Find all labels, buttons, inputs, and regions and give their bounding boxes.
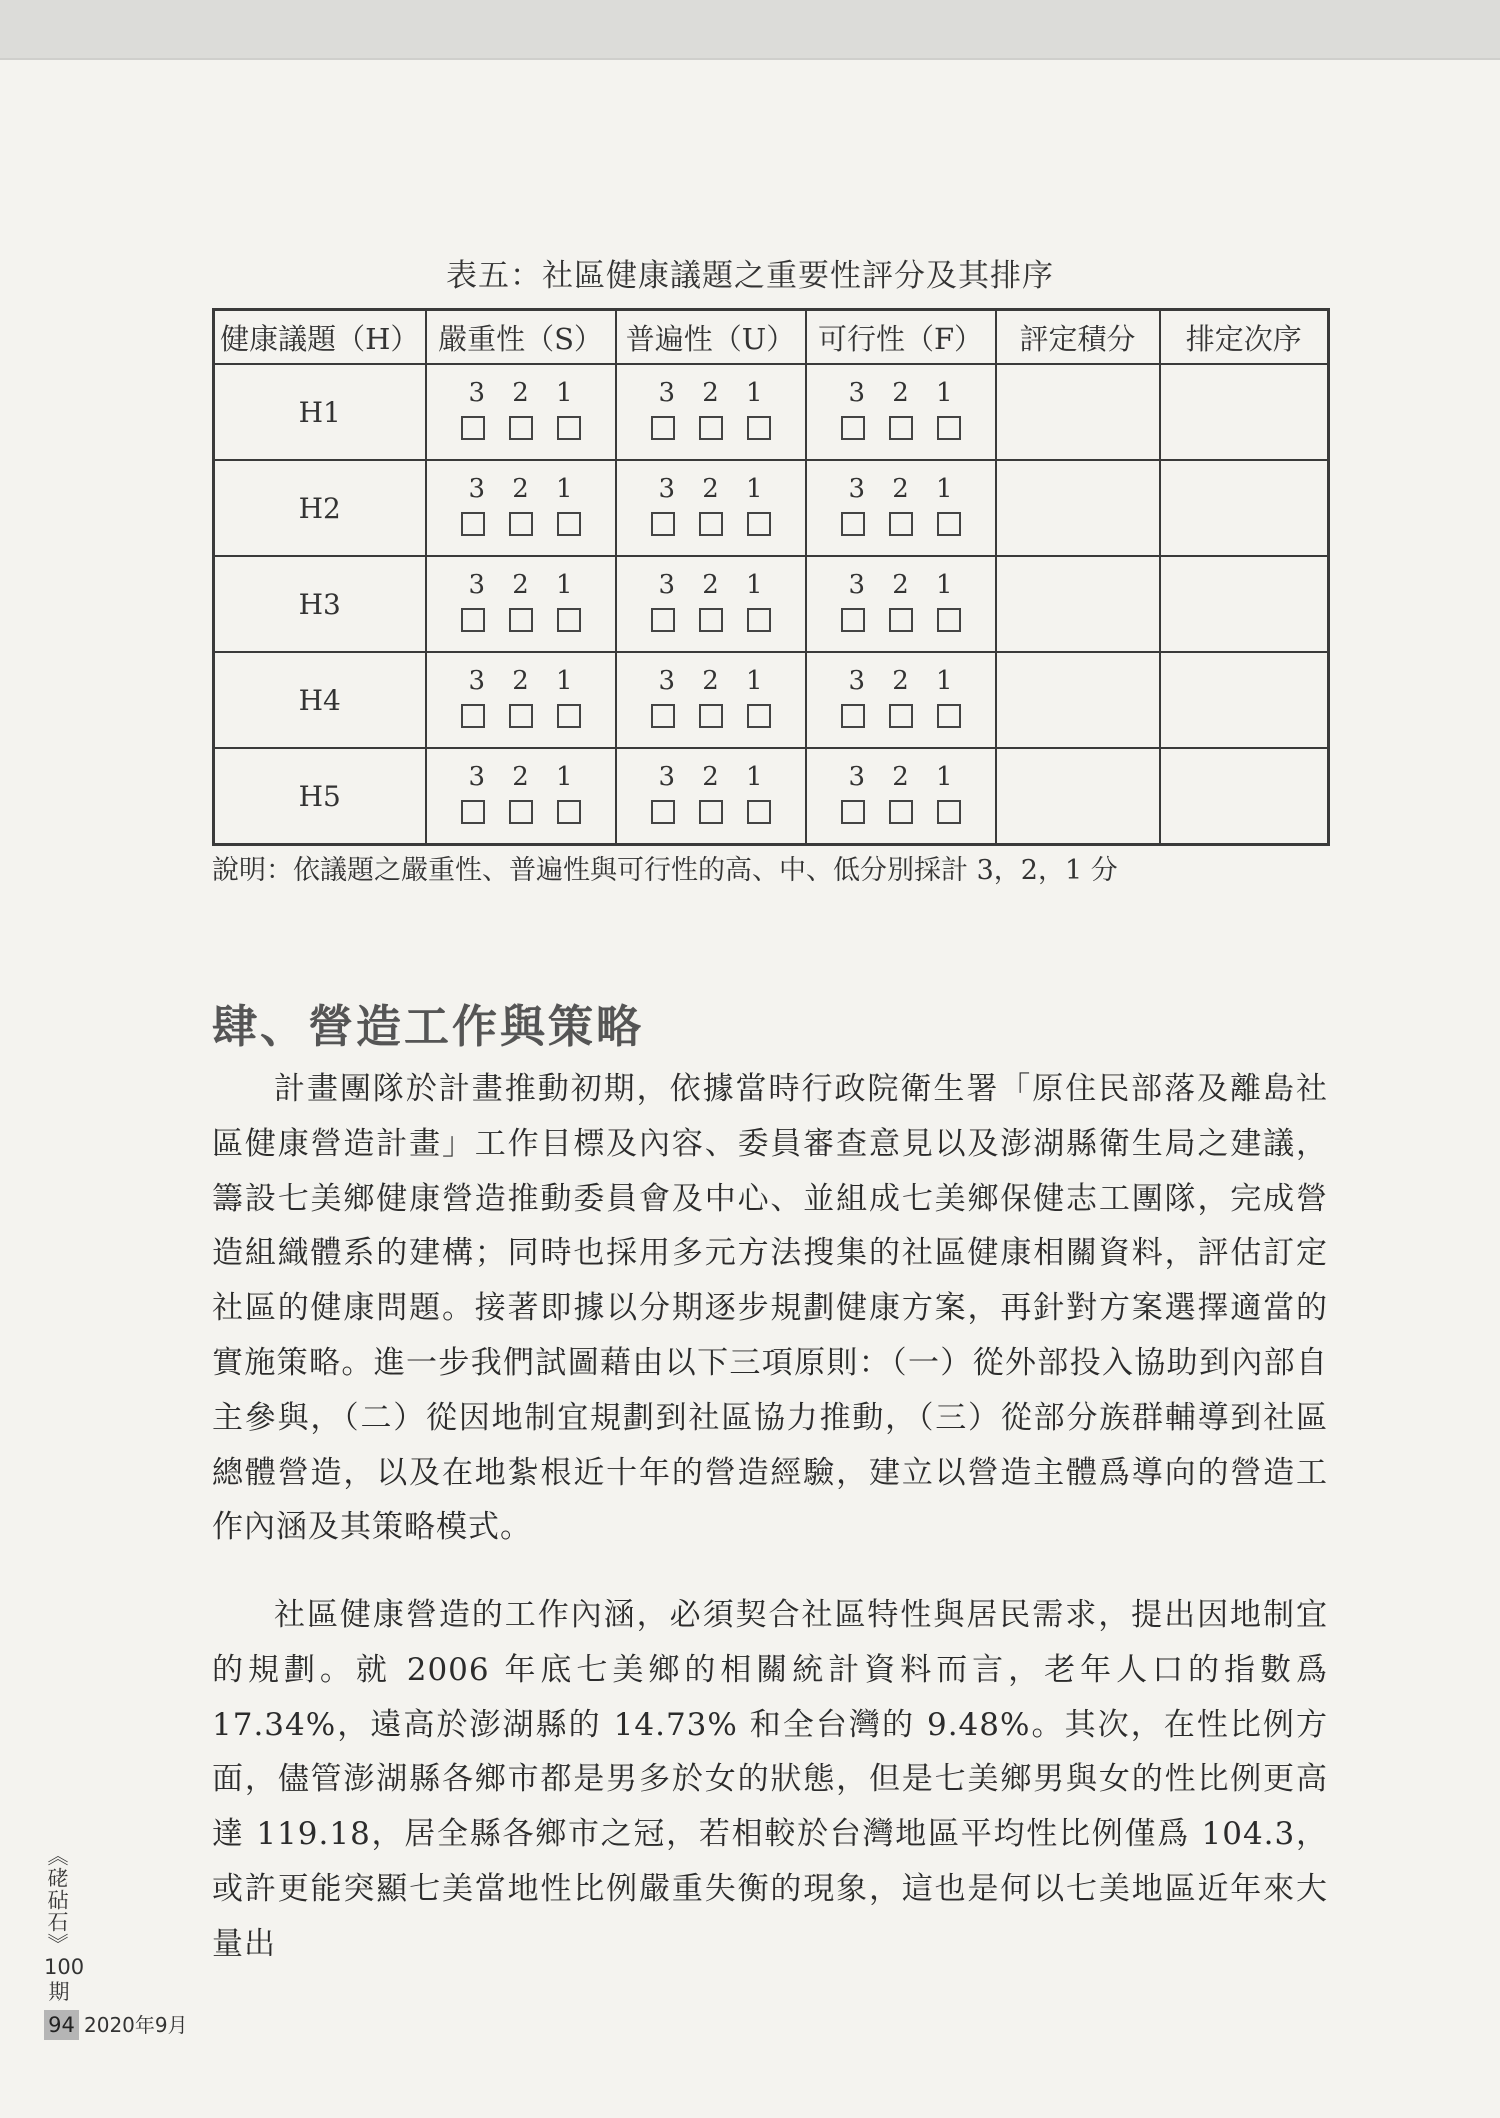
issue-cell: H5 (214, 748, 426, 845)
score-cell (996, 460, 1160, 556)
journal-issue-suffix: 期 (48, 1980, 70, 2004)
rating-checkbox[interactable] (651, 416, 675, 440)
scale-label: 1 (935, 569, 953, 600)
rating-checkbox[interactable] (889, 512, 913, 536)
rating-checkbox[interactable] (937, 800, 961, 824)
rating-checkbox[interactable] (747, 416, 771, 440)
table-row (214, 556, 1329, 652)
scale-label: 2 (512, 761, 529, 792)
header-prevalence: 普遍性（U） (616, 310, 806, 365)
rating-checkbox[interactable] (699, 512, 723, 536)
prevalence-rating-cell (616, 556, 806, 652)
scale-label: 3 (848, 665, 866, 696)
scale-label: 3 (848, 377, 866, 408)
rank-cell (1160, 556, 1329, 652)
header-row (214, 310, 1329, 365)
scale-label: 3 (658, 665, 676, 696)
score-cell (996, 652, 1160, 748)
rank-cell (1160, 748, 1329, 845)
scale-label: 2 (892, 761, 909, 792)
table-row (214, 748, 1329, 845)
score-cell (996, 556, 1160, 652)
scale-label: 1 (555, 569, 573, 600)
scale-label: 2 (702, 569, 719, 600)
header-issue: 健康議題（H） (214, 310, 426, 365)
rank-cell (1160, 460, 1329, 556)
severity-rating-cell (426, 556, 616, 652)
severity-rating-cell (426, 748, 616, 845)
rating-checkbox[interactable] (509, 608, 533, 632)
rating-checkbox[interactable] (461, 512, 485, 536)
rating-checkbox[interactable] (937, 416, 961, 440)
table-note: 說明：依議題之嚴重性、普遍性與可行性的高、中、低分別採計 3，2，1 分 (212, 855, 1118, 886)
rating-checkbox[interactable] (557, 800, 581, 824)
scale-label: 3 (658, 473, 676, 504)
table-title: 表五：社區健康議題之重要性評分及其排序 (446, 258, 1054, 294)
scale-label: 3 (658, 761, 676, 792)
scale-label: 2 (512, 473, 529, 504)
scale-label: 3 (658, 569, 676, 600)
rating-checkbox[interactable] (747, 800, 771, 824)
rating-checkbox[interactable] (557, 704, 581, 728)
page-number: 94 (44, 2010, 79, 2040)
scan-top-band (0, 0, 1500, 58)
issue-date: 2020年9月 (84, 2013, 188, 2037)
severity-rating-cell (426, 652, 616, 748)
section-heading: 肆、營造工作與策略 (212, 1000, 645, 1053)
rating-checkbox[interactable] (461, 416, 485, 440)
rating-checkbox[interactable] (841, 512, 865, 536)
rating-checkbox[interactable] (651, 608, 675, 632)
scale-label: 1 (935, 473, 953, 504)
prevalence-rating-cell (616, 652, 806, 748)
rating-checkbox[interactable] (937, 512, 961, 536)
score-cell (996, 748, 1160, 845)
scale-label: 1 (555, 377, 573, 408)
scale-label: 2 (892, 569, 909, 600)
rating-checkbox[interactable] (841, 608, 865, 632)
rating-checkbox[interactable] (889, 608, 913, 632)
rating-checkbox[interactable] (937, 704, 961, 728)
scale-label: 2 (702, 665, 719, 696)
body-paragraph: 社區健康營造的工作內涵，必須契合社區特性與居民需求，提出因地制宜的規劃。就 2006 年底七美鄉的相關統計資料而言，老年人口的指數爲 17.34%，遠高於澎湖縣的 14.73% 和全台灣的 9.48%。其次，在性比例方面，儘管澎湖縣各鄉市都是男多於女的狀態，但是七美鄉男與女的性比例更高達 119.18，居全縣各鄉市之冠，若相較於台灣地區平均性比例僅爲 104.3，或許更能突顯七美當地性比例嚴重失衡的現象，這也是何以七美地區近年來大量出 (212, 1597, 1328, 1962)
scale-label: 1 (935, 377, 953, 408)
scale-label: 1 (745, 377, 763, 408)
scale-label: 3 (468, 569, 486, 600)
rating-checkbox[interactable] (841, 800, 865, 824)
scale-label: 1 (935, 761, 953, 792)
feasibility-rating-cell (806, 556, 996, 652)
scale-label: 2 (512, 569, 529, 600)
rating-checkbox[interactable] (509, 704, 533, 728)
rating-checkbox[interactable] (699, 608, 723, 632)
rating-checkbox[interactable] (557, 416, 581, 440)
scale-label: 2 (892, 473, 909, 504)
table-body (214, 364, 1329, 845)
rank-cell (1160, 652, 1329, 748)
journal-title: 《硓砧石》 (45, 1845, 69, 1955)
rating-checkbox[interactable] (461, 704, 485, 728)
scale-label: 2 (892, 665, 909, 696)
scale-label: 1 (745, 569, 763, 600)
rating-checkbox[interactable] (651, 800, 675, 824)
rank-cell (1160, 364, 1329, 460)
rating-checkbox[interactable] (651, 704, 675, 728)
body-paragraph: 計畫團隊於計畫推動初期，依據當時行政院衛生署「原住民部落及離島社區健康營造計畫」工作目標及內容、委員審查意見以及澎湖縣衛生局之建議，籌設七美鄉健康營造推動委員會及中心、並組成七美鄉保健志工團隊，完成營造組織體系的建構；同時也採用多元方法搜集的社區健康相關資料，評估訂定社區的健康問題。接著即據以分期逐步規劃健康方案，再針對方案選擇適當的實施策略。進一步我們試圖藉由以下三項原則：（一）從外部投入協助到內部自主參與，（二）從因地制宜規劃到社區協力推動，（三）從部分族群輔導到社區總體營造，以及在地紮根近十年的營造經驗，建立以營造主體爲導向的營造工作內涵及其策略模式。 (212, 1071, 1328, 1546)
rating-checkbox[interactable] (937, 608, 961, 632)
prevalence-rating-cell (616, 364, 806, 460)
page-edge (0, 58, 1500, 60)
table-row (214, 460, 1329, 556)
rating-checkbox[interactable] (461, 608, 485, 632)
rating-checkbox[interactable] (841, 704, 865, 728)
scale-label: 1 (555, 665, 573, 696)
prevalence-rating-cell (616, 460, 806, 556)
scale-label: 3 (848, 473, 866, 504)
rating-checkbox[interactable] (699, 416, 723, 440)
rating-checkbox[interactable] (509, 416, 533, 440)
journal-issue-number: 100 (44, 1955, 85, 1979)
scale-label: 3 (848, 761, 866, 792)
rating-checkbox[interactable] (509, 800, 533, 824)
scale-label: 3 (468, 377, 486, 408)
rating-checkbox[interactable] (841, 416, 865, 440)
scale-label: 2 (892, 377, 909, 408)
journal-side-label (44, 1845, 85, 2005)
header-feasibility: 可行性（F） (806, 310, 996, 365)
score-cell (996, 364, 1160, 460)
scale-label: 2 (702, 761, 719, 792)
scale-label: 3 (468, 473, 486, 504)
rating-checkbox[interactable] (557, 512, 581, 536)
feasibility-rating-cell (806, 460, 996, 556)
rating-checkbox[interactable] (699, 800, 723, 824)
scale-label: 1 (555, 761, 573, 792)
header-rank: 排定次序 (1160, 310, 1329, 365)
rating-checkbox[interactable] (747, 512, 771, 536)
feasibility-rating-cell (806, 364, 996, 460)
rating-checkbox[interactable] (747, 704, 771, 728)
scale-label: 1 (745, 761, 763, 792)
prevalence-rating-cell (616, 748, 806, 845)
scale-label: 3 (658, 377, 676, 408)
table-row (214, 652, 1329, 748)
scale-label: 1 (555, 473, 573, 504)
rating-checkbox[interactable] (461, 800, 485, 824)
scale-label: 1 (745, 665, 763, 696)
rating-checkbox[interactable] (699, 704, 723, 728)
feasibility-rating-cell (806, 748, 996, 845)
rating-checkbox[interactable] (747, 608, 771, 632)
scale-label: 3 (468, 761, 486, 792)
scale-label: 3 (848, 569, 866, 600)
scale-label: 2 (702, 473, 719, 504)
rating-checkbox[interactable] (889, 416, 913, 440)
scale-label: 2 (512, 665, 529, 696)
scale-label: 1 (745, 473, 763, 504)
severity-rating-cell (426, 460, 616, 556)
issue-cell: H1 (214, 364, 426, 460)
issue-cell: H2 (214, 460, 426, 556)
score-table (212, 308, 1330, 846)
rating-checkbox[interactable] (557, 608, 581, 632)
issue-cell: H3 (214, 556, 426, 652)
rating-checkbox[interactable] (889, 800, 913, 824)
scale-label: 3 (468, 665, 486, 696)
rating-checkbox[interactable] (889, 704, 913, 728)
table-row (214, 364, 1329, 460)
scale-label: 2 (512, 377, 529, 408)
rating-checkbox[interactable] (509, 512, 533, 536)
scale-label: 1 (935, 665, 953, 696)
header-score: 評定積分 (996, 310, 1160, 365)
feasibility-rating-cell (806, 652, 996, 748)
issue-cell: H4 (214, 652, 426, 748)
scale-label: 2 (702, 377, 719, 408)
severity-rating-cell (426, 364, 616, 460)
rating-checkbox[interactable] (651, 512, 675, 536)
header-severity: 嚴重性（S） (426, 310, 616, 365)
